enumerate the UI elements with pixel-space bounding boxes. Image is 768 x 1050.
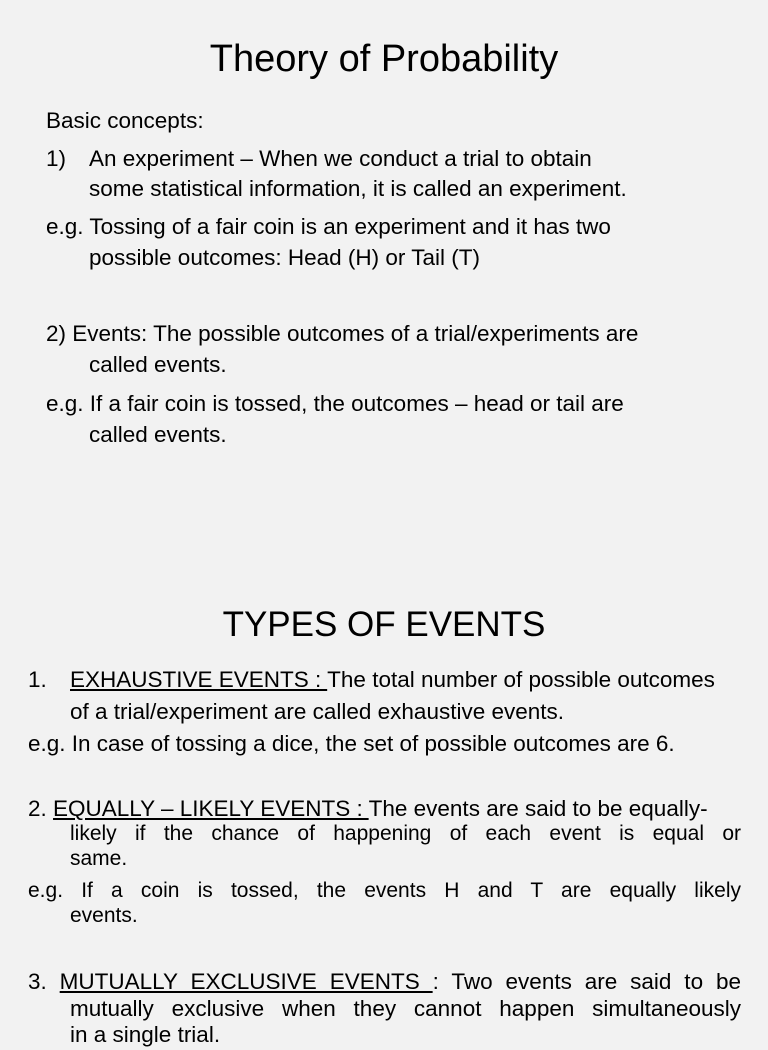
event-2-number: 2. [28,796,54,821]
event-1-definition: The total number of possible outcomes [327,667,715,692]
event-2-line-1 [28,794,708,824]
slide-types-of-events [0,590,768,1047]
example-2-line-2: called events. [89,422,227,447]
event-1-line-1 [70,665,715,695]
item-1-number: 1) [46,146,67,171]
event-3-term: MUTUALLY EXCLUSIVE EVENTS [59,969,433,994]
event-2-example-line-1: e.g. If a coin is tossed, the events H and T are equally likely [28,879,741,902]
example-2-line-1: e.g. If a fair coin is tossed, the outcomes – head or tail are [46,391,624,416]
example-1-line-2: possible outcomes: Head (H) or Tail (T) [89,245,480,270]
event-1-number: 1. [28,667,47,692]
event-3-line-3: in a single trial. [70,1022,221,1047]
event-1-term: EXHAUSTIVE EVENTS : [70,667,328,692]
event-3-line-1 [28,967,741,997]
item-2-text-line-2: called events. [89,352,227,377]
example-1-line-1: e.g. Tossing of a fair coin is an experiment and it has two [46,214,611,239]
event-2-term: EQUALLY – LIKELY EVENTS : [53,796,369,821]
event-3-definition: : Two events are said to be [432,969,741,994]
slide-title: TYPES OF EVENTS [222,605,546,644]
event-2-definition: The events are said to be equally- [368,796,708,821]
event-3-line-2: mutually exclusive when they cannot happen simultaneously [70,996,741,1021]
event-3-number: 3. [28,969,60,994]
slide-title: Theory of Probability [209,38,559,80]
event-2-line-3: same. [70,847,128,870]
item-1-text-line-2: some statistical information, it is called an experiment. [89,176,627,201]
item-2-text-line-1: 2) Events: The possible outcomes of a trial/experiments are [46,321,639,346]
item-1-text-line-1: An experiment – When we conduct a trial to obtain [89,146,592,171]
slide-theory-of-probability [0,0,768,520]
basic-concepts-heading: Basic concepts: [46,108,204,133]
event-1-example: e.g. In case of tossing a dice, the set of possible outcomes are 6. [28,731,675,756]
event-2-line-2: likely if the chance of happening of each event is equal or [70,822,741,845]
event-1-line-2: of a trial/experiment are called exhaustive events. [70,699,565,724]
event-2-example-line-2: events. [70,904,138,927]
